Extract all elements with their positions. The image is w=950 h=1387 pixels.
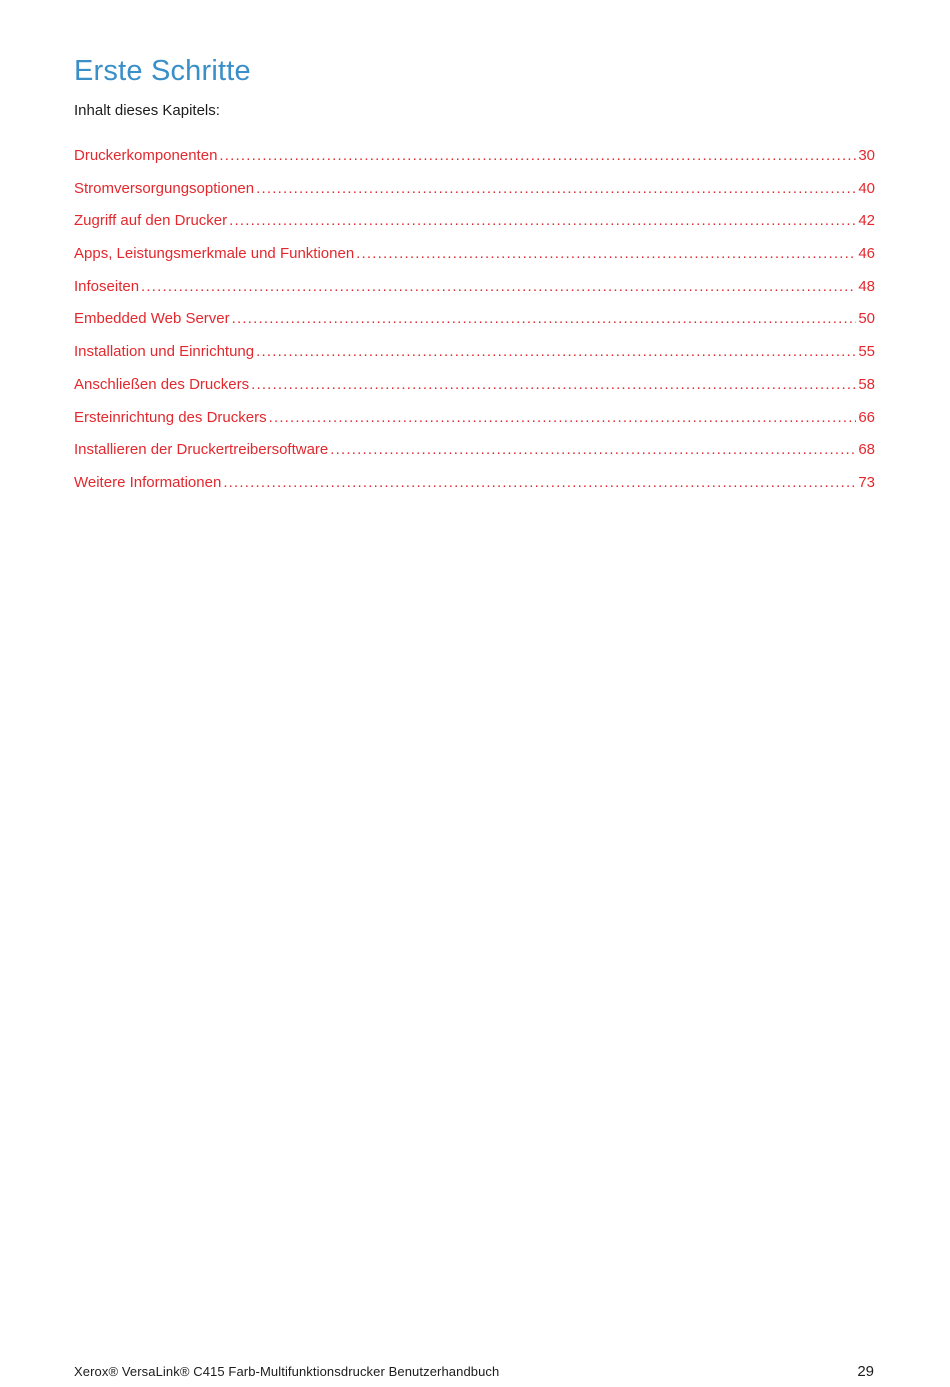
toc-entry-label[interactable]: Installieren der Druckertreibersoftware bbox=[74, 441, 329, 459]
toc-dot-leader bbox=[251, 373, 856, 397]
toc-entry-label[interactable]: Apps, Leistungsmerkmale und Funktionen bbox=[74, 245, 355, 263]
toc-entry-installation-und-einrichtung[interactable] bbox=[74, 340, 875, 373]
toc-entry-page[interactable]: 46 bbox=[858, 245, 875, 263]
toc-entry-label[interactable]: Ersteinrichtung des Druckers bbox=[74, 408, 267, 426]
toc-entry-label[interactable]: Embedded Web Server bbox=[74, 310, 230, 328]
toc-dot-leader bbox=[232, 307, 857, 331]
toc-entry-infoseiten[interactable] bbox=[74, 275, 875, 308]
footer-product-title: Xerox® VersaLink® C415 Farb-Multifunktionsdrucker Benutzerhandbuch bbox=[74, 1364, 500, 1379]
table-of-contents bbox=[74, 144, 875, 504]
chapter-intro: Inhalt dieses Kapitels: bbox=[74, 102, 220, 119]
toc-entry-anschliessen-des-druckers[interactable] bbox=[74, 373, 875, 406]
toc-entry-zugriff-auf-den-drucker[interactable] bbox=[74, 209, 875, 242]
toc-entry-label[interactable]: Stromversorgungsoptionen bbox=[74, 179, 255, 197]
toc-entry-apps-leistungsmerkmale[interactable] bbox=[74, 242, 875, 275]
toc-entry-ersteinrichtung-des-druckers[interactable] bbox=[74, 406, 875, 439]
toc-dot-leader bbox=[229, 209, 856, 233]
toc-entry-page[interactable]: 55 bbox=[858, 343, 875, 361]
page-title: Erste Schritte bbox=[74, 55, 251, 87]
footer-page-number: 29 bbox=[857, 1363, 874, 1380]
toc-entry-label[interactable]: Weitere Informationen bbox=[74, 473, 222, 491]
toc-entry-page[interactable]: 66 bbox=[858, 408, 875, 426]
toc-dot-leader bbox=[269, 406, 857, 430]
toc-entry-stromversorgungsoptionen[interactable] bbox=[74, 177, 875, 210]
toc-entry-label[interactable]: Infoseiten bbox=[74, 277, 140, 295]
toc-entry-label[interactable]: Installation und Einrichtung bbox=[74, 343, 255, 361]
toc-entry-page[interactable]: 42 bbox=[858, 212, 875, 230]
toc-dot-leader bbox=[219, 144, 856, 168]
toc-entry-page[interactable]: 58 bbox=[858, 375, 875, 393]
toc-entry-page[interactable]: 68 bbox=[858, 441, 875, 459]
page-footer bbox=[74, 1363, 874, 1380]
toc-entry-page[interactable]: 73 bbox=[858, 473, 875, 491]
toc-entry-page[interactable]: 48 bbox=[858, 277, 875, 295]
toc-entry-label[interactable]: Zugriff auf den Drucker bbox=[74, 212, 228, 230]
toc-entry-weitere-informationen[interactable] bbox=[74, 471, 875, 504]
toc-dot-leader bbox=[141, 275, 856, 299]
toc-entry-page[interactable]: 30 bbox=[858, 147, 875, 164]
toc-dot-leader bbox=[223, 471, 856, 495]
toc-dot-leader bbox=[356, 242, 856, 266]
toc-entry-embedded-web-server[interactable] bbox=[74, 307, 875, 340]
toc-dot-leader bbox=[256, 177, 856, 201]
toc-dot-leader bbox=[256, 340, 856, 364]
toc-entry-druckerkomponenten[interactable] bbox=[74, 144, 875, 177]
toc-entry-installieren-der-druckertreibersoftware[interactable] bbox=[74, 438, 875, 471]
toc-entry-page[interactable]: 40 bbox=[858, 179, 875, 197]
toc-entry-page[interactable]: 50 bbox=[858, 310, 875, 328]
toc-entry-label[interactable]: Anschließen des Druckers bbox=[74, 375, 250, 393]
toc-dot-leader bbox=[330, 438, 856, 462]
toc-entry-label[interactable]: Druckerkomponenten bbox=[74, 147, 218, 164]
